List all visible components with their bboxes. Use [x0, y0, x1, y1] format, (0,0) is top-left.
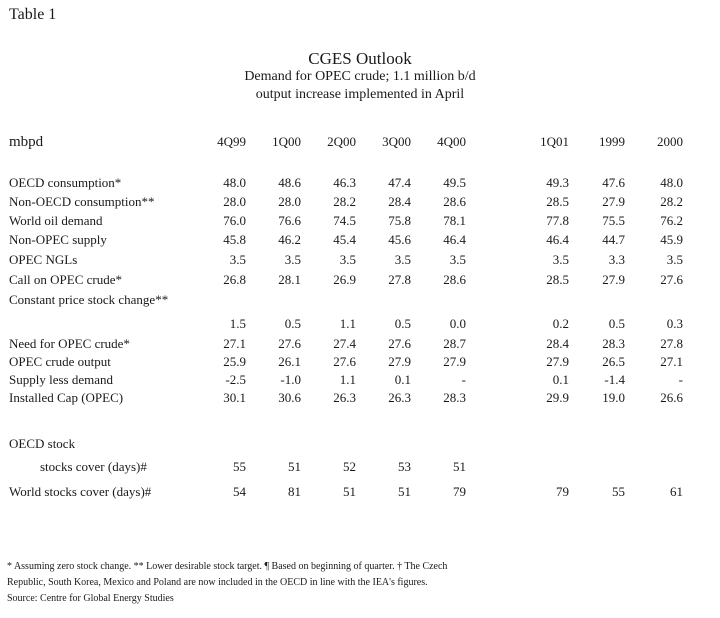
table-cell: 49.5: [443, 175, 466, 190]
table-cell: 28.4: [388, 194, 411, 209]
table-cell: 28.6: [443, 272, 466, 287]
row-label: Non-OPEC supply: [9, 232, 107, 247]
table-cell: 79: [453, 484, 466, 499]
table-cell: 3.3: [608, 252, 625, 267]
table-cell: 47.6: [602, 175, 625, 190]
table-cell: 3.5: [284, 252, 301, 267]
table-cell: 27.9: [443, 354, 466, 369]
table-cell: 3.5: [552, 252, 569, 267]
table-cell: 51: [343, 484, 356, 499]
table-cell: 27.6: [333, 354, 356, 369]
table-cell: 26.1: [278, 354, 301, 369]
table-cell: 28.0: [278, 194, 301, 209]
title-block: [0, 50, 720, 104]
table-cell: 27.6: [660, 272, 683, 287]
table-cell: 0.1: [552, 372, 569, 387]
row-label: Constant price stock change**: [9, 292, 169, 307]
table-label: Table 1: [9, 6, 57, 23]
row-label: Supply less demand: [9, 372, 113, 387]
table-cell: 74.5: [333, 213, 356, 228]
table-title: CGES Outlook: [308, 49, 412, 68]
table-cell: 28.1: [278, 272, 301, 287]
table-subtitle-1: Demand for OPEC crude; 1.1 million b/d: [244, 69, 476, 84]
table-cell: 0.0: [449, 316, 466, 331]
table-cell: 27.4: [333, 336, 356, 351]
table-cell: -2.5: [225, 372, 246, 387]
table-cell: 28.3: [443, 390, 466, 405]
column-header: 3Q00: [382, 134, 411, 149]
table-cell: -1.0: [280, 372, 301, 387]
table-cell: 27.9: [602, 194, 625, 209]
table-cell: 28.2: [333, 194, 356, 209]
table-cell: 1.1: [339, 372, 356, 387]
row-label: OECD stock: [9, 436, 76, 451]
column-header: 1Q00: [272, 134, 301, 149]
table-cell: 26.3: [388, 390, 411, 405]
table-cell: 30.6: [278, 390, 301, 405]
table-cell: 0.3: [666, 316, 683, 331]
table-cell: 28.7: [443, 336, 466, 351]
table-cell: 29.9: [546, 390, 569, 405]
table-cell: 26.6: [660, 390, 683, 405]
table-cell: 0.5: [284, 316, 301, 331]
column-header: 4Q00: [437, 134, 466, 149]
table-cell: 27.6: [278, 336, 301, 351]
table-cell: 26.9: [333, 272, 356, 287]
column-header: 2000: [657, 134, 683, 149]
table-cell: 76.6: [278, 213, 301, 228]
table-cell: 26.8: [223, 272, 246, 287]
table-cell: 28.5: [546, 272, 569, 287]
row-label: World oil demand: [9, 213, 103, 228]
row-label: Need for OPEC crude*: [9, 336, 130, 351]
table-cell: 1.1: [339, 316, 356, 331]
table-cell: 26.5: [602, 354, 625, 369]
table-cell: 3.5: [229, 252, 246, 267]
row-label: OPEC NGLs: [9, 252, 78, 267]
table-cell: 75.8: [388, 213, 411, 228]
table-cell: 48.6: [278, 175, 301, 190]
table-cell: 48.0: [223, 175, 246, 190]
column-header: 1Q01: [540, 134, 569, 149]
table-cell: 27.9: [602, 272, 625, 287]
table-cell: 27.6: [388, 336, 411, 351]
table-cell: 28.4: [546, 336, 569, 351]
table-cell: 30.1: [223, 390, 246, 405]
row-label: OPEC crude output: [9, 354, 111, 369]
table-cell: 47.4: [388, 175, 411, 190]
table-cell: 75.5: [602, 213, 625, 228]
table-cell: 49.3: [546, 175, 569, 190]
table-subtitle-2: output increase implemented in April: [255, 87, 465, 102]
table-cell: 53: [398, 459, 411, 474]
column-header: 1999: [599, 134, 625, 149]
table-cell: 45.6: [388, 232, 411, 247]
table-cell: 61: [670, 484, 683, 499]
table-cell: 3.5: [394, 252, 411, 267]
table-cell: 28.5: [546, 194, 569, 209]
table-cell: 45.8: [223, 232, 246, 247]
row-label: Call on OPEC crude*: [9, 272, 123, 287]
table-cell: 44.7: [602, 232, 625, 247]
table-cell: 76.2: [660, 213, 683, 228]
table-cell: 46.2: [278, 232, 301, 247]
table-cell: 54: [233, 484, 246, 499]
table-cell: -: [461, 372, 466, 387]
table-cell: 27.9: [388, 354, 411, 369]
table-cell: 45.4: [333, 232, 356, 247]
column-header: 2Q00: [327, 134, 356, 149]
table-cell: -1.4: [604, 372, 625, 387]
row-label: World stocks cover (days)#: [9, 484, 152, 499]
table-cell: 3.5: [449, 252, 466, 267]
table-cell: 0.1: [394, 372, 411, 387]
table-cell: 51: [398, 484, 411, 499]
table-cell: 77.8: [546, 213, 569, 228]
table-cell: 26.3: [333, 390, 356, 405]
table-cell: 52: [343, 459, 356, 474]
column-header-unit: mbpd: [9, 134, 44, 150]
table-cell: 51: [453, 459, 466, 474]
table-cell: 3.5: [666, 252, 683, 267]
table-cell: 0.5: [394, 316, 411, 331]
row-label: stocks cover (days)#: [40, 459, 147, 474]
table-cell: 27.8: [660, 336, 683, 351]
table-cell: 27.8: [388, 272, 411, 287]
table-cell: 45.9: [660, 232, 683, 247]
row-label: Non-OECD consumption**: [9, 194, 155, 209]
row-label: OECD consumption*: [9, 175, 122, 190]
table-cell: 0.2: [552, 316, 569, 331]
column-header: 4Q99: [217, 134, 246, 149]
table-cell: 78.1: [443, 213, 466, 228]
table-cell: 55: [233, 459, 246, 474]
table-cell: 25.9: [223, 354, 246, 369]
table-cell: 1.5: [229, 316, 246, 331]
table-cell: 27.9: [546, 354, 569, 369]
table-cell: 79: [556, 484, 569, 499]
table-cell: 48.0: [660, 175, 683, 190]
table-cell: 46.4: [546, 232, 569, 247]
table-cell: 46.4: [443, 232, 466, 247]
table-cell: 27.1: [223, 336, 246, 351]
table-cell: 28.2: [660, 194, 683, 209]
footnote-1: * Assuming zero stock change. ** Lower desirable stock target. ¶ Based on beginning of quarter. † The Czech: [7, 561, 448, 572]
table-cell: 0.5: [608, 316, 625, 331]
table-cell: -: [678, 372, 683, 387]
table-cell: 76.0: [223, 213, 246, 228]
table-cell: 28.3: [602, 336, 625, 351]
table-cell: 3.5: [339, 252, 356, 267]
table-cell: 51: [288, 459, 301, 474]
table-cell: 28.6: [443, 194, 466, 209]
footnote-source: Source: Centre for Global Energy Studies: [7, 593, 174, 604]
row-label: Installed Cap (OPEC): [9, 390, 124, 405]
table-cell: 19.0: [602, 390, 625, 405]
table-cell: 46.3: [333, 175, 356, 190]
footnote-2: Republic, South Korea, Mexico and Poland are now included in the OECD in line with the IEA's figures.: [7, 577, 428, 588]
table-cell: 81: [288, 484, 301, 499]
table-cell: 28.0: [223, 194, 246, 209]
table-cell: 55: [612, 484, 625, 499]
table-cell: 27.1: [660, 354, 683, 369]
